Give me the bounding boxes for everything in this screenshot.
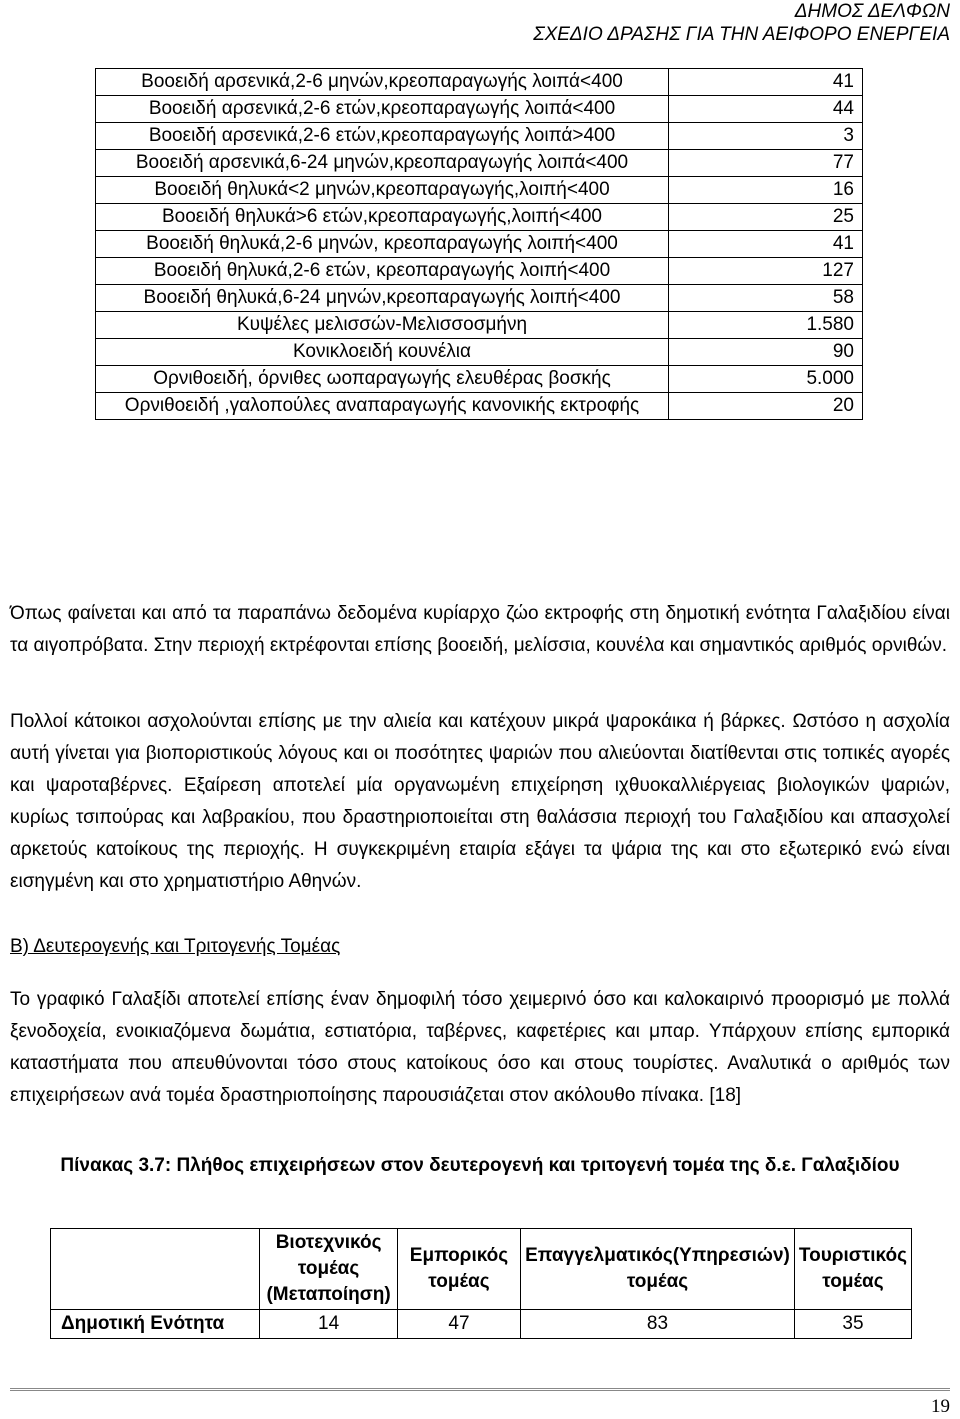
page-number: 19 <box>931 1396 950 1417</box>
table-row <box>96 393 863 420</box>
paragraph-tourism: Το γραφικό Γαλαξίδι αποτελεί επίσης έναν δημοφιλή τόσο χειμερινό όσο και καλοκαιρινό προορισμό με πολλά ξενοδοχεία, ενοικιαζόμενα δωμάτια, εστιατόρια, ταβέρνες, καφετέριες και μπαρ. Υπάρχουν επίσης εμπορικά καταστήματα που απευθύνονται τόσο στους κατοίκους όσο και στους τουρίστες. Αναλυτικά ο αριθμός των επιχειρήσεων ανά τομέα δραστηριοποίησης παρουσιάζεται στον ακόλουθο πίνακα. [18] <box>10 989 950 1106</box>
table-row <box>96 204 863 231</box>
row-label: Δημοτική Ενότητα <box>51 1310 260 1339</box>
livestock-name: Ορνιθοειδή ,γαλοπούλες αναπαραγωγής κανονικής εκτροφής <box>96 393 669 420</box>
livestock-count: 44 <box>669 96 863 123</box>
livestock-count: 90 <box>669 339 863 366</box>
livestock-count: 58 <box>669 285 863 312</box>
header-commercial-sector: Εμπορικός τομέας <box>397 1229 520 1310</box>
value-services: 83 <box>521 1310 795 1339</box>
livestock-name: Βοοειδή θηλυκά,2-6 ετών, κρεοπαραγωγής λοιπή<400 <box>96 258 669 285</box>
header-tourism-sector: Τουριστικός τομέας <box>794 1229 911 1310</box>
table-row <box>96 96 863 123</box>
livestock-count: 77 <box>669 150 863 177</box>
sectors-data-row <box>51 1310 912 1339</box>
table-row <box>96 366 863 393</box>
livestock-name: Βοοειδή αρσενικά,6-24 μηνών,κρεοπαραγωγής λοιπά<400 <box>96 150 669 177</box>
table-row <box>96 69 863 96</box>
livestock-count: 127 <box>669 258 863 285</box>
table-row <box>96 123 863 150</box>
value-craft: 14 <box>260 1310 397 1339</box>
livestock-table <box>95 68 863 420</box>
livestock-name: Βοοειδή αρσενικά,2-6 ετών,κρεοπαραγωγής λοιπά>400 <box>96 123 669 150</box>
livestock-name: Ορνιθοειδή, όρνιθες ωοπαραγωγής ελευθέρας βοσκής <box>96 366 669 393</box>
livestock-count: 1.580 <box>669 312 863 339</box>
sectors-header-row <box>51 1229 912 1310</box>
livestock-name: Βοοειδή θηλυκά,6-24 μηνών,κρεοπαραγωγής λοιπή<400 <box>96 285 669 312</box>
table-row <box>96 339 863 366</box>
page-header <box>533 0 950 46</box>
header-craft-sector: Βιοτεχνικός τομέας (Μεταποίηση) <box>260 1229 397 1310</box>
sectors-corner-cell <box>51 1229 260 1310</box>
table-row <box>96 177 863 204</box>
livestock-count: 41 <box>669 231 863 258</box>
header-services-sector: Επαγγελματικός(Υπηρεσιών) τομέας <box>521 1229 795 1310</box>
footer-divider <box>10 1388 950 1391</box>
livestock-name: Κονικλοειδή κουνέλια <box>96 339 669 366</box>
value-commercial: 47 <box>397 1310 520 1339</box>
header-plan-title: ΣΧΕΔΙΟ ΔΡΑΣΗΣ ΓΙΑ ΤΗΝ ΑΕΙΦΟΡΟ ΕΝΕΡΓΕΙΑ <box>533 24 950 45</box>
table-caption: Πίνακας 3.7: Πλήθος επιχειρήσεων στον δευτερογενή και τριτογενή τομέα της δ.ε. Γαλαξιδίου <box>60 1155 900 1176</box>
table-row <box>96 285 863 312</box>
livestock-name: Βοοειδή θηλυκά>6 ετών,κρεοπαραγωγής,λοιπή<400 <box>96 204 669 231</box>
livestock-count: 20 <box>669 393 863 420</box>
table-row <box>96 258 863 285</box>
livestock-count: 25 <box>669 204 863 231</box>
livestock-name: Βοοειδή θηλυκά,2-6 μηνών, κρεοπαραγωγής λοιπή<400 <box>96 231 669 258</box>
paragraph-livestock-summary: Όπως φαίνεται και από τα παραπάνω δεδομένα κυρίαρχο ζώο εκτροφής στη δημοτική ενότητα Γαλαξιδίου είναι τα αιγοπρόβατα. Στην περιοχή εκτρέφονται επίσης βοοειδή, μελίσσια, κουνέλα και σημαντικός αριθμός ορνιθών. <box>10 603 950 656</box>
livestock-count: 3 <box>669 123 863 150</box>
livestock-name: Βοοειδή αρσενικά,2-6 ετών,κρεοπαραγωγής λοιπά<400 <box>96 96 669 123</box>
value-tourism: 35 <box>794 1310 911 1339</box>
header-municipality: ΔΗΜΟΣ ΔΕΛΦΩΝ <box>794 1 950 22</box>
paragraph-fishing: Πολλοί κάτοικοι ασχολούνται επίσης με την αλιεία και κατέχουν μικρά ψαροκάικα ή βάρκες. Ωστόσο η ασχολία αυτή γίνεται για βιοποριστικούς λόγους και οι ποσότητες ψαριών που αλιεύονται διατίθενται στις τοπικές αγορές και ψαροταβέρνες. Εξαίρεση αποτελεί μία οργανωμένη επιχείρηση ιχθυοκαλλιέργειας βιολογικών ψαριών, κυρίως τσιπούρας και λαβρακίου, που δραστηριοποιείται στη θαλάσσια περιοχή του Γαλαξιδίου και απασχολεί αρκετούς κατοίκους της περιοχής. Η συγκεκριμένη εταιρία εξάγει τα ψάρια της και στο εξωτερικό ενώ είναι εισηγμένη και στο χρηματιστήριο Αθηνών. <box>10 711 950 892</box>
livestock-count: 5.000 <box>669 366 863 393</box>
livestock-name: Βοοειδή θηλυκά<2 μηνών,κρεοπαραγωγής,λοιπή<400 <box>96 177 669 204</box>
table-row <box>96 150 863 177</box>
table-row <box>96 312 863 339</box>
sectors-table <box>50 1228 912 1339</box>
table-row <box>96 231 863 258</box>
livestock-count: 16 <box>669 177 863 204</box>
livestock-name: Βοοειδή αρσενικά,2-6 μηνών,κρεοπαραγωγής λοιπά<400 <box>96 69 669 96</box>
livestock-count: 41 <box>669 69 863 96</box>
livestock-name: Κυψέλες μελισσών-Μελισσοσμήνη <box>96 312 669 339</box>
section-heading: Β) Δευτερογενής και Τριτογενής Τομέας <box>10 936 341 957</box>
